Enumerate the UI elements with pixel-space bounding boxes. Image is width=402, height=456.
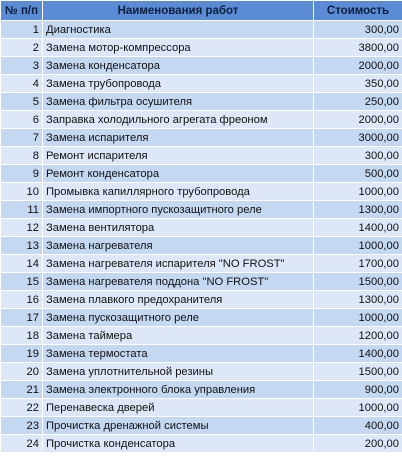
- table-body: [1, 21, 402, 453]
- row-number: 10: [1, 183, 43, 201]
- table-row: [1, 129, 402, 147]
- row-price: 400,00: [314, 417, 402, 435]
- row-price: 300,00: [314, 147, 402, 165]
- row-service-name: Ремонт конденсатора: [43, 165, 314, 183]
- row-price: 1000,00: [314, 309, 402, 327]
- row-number: 5: [1, 93, 43, 111]
- row-number: 22: [1, 399, 43, 417]
- row-number: 6: [1, 111, 43, 129]
- table-row: [1, 111, 402, 129]
- row-number: 19: [1, 345, 43, 363]
- row-number: 8: [1, 147, 43, 165]
- row-price: 900,00: [314, 381, 402, 399]
- header-price: Стоимость: [314, 1, 402, 21]
- row-service-name: Промывка капиллярного трубопровода: [43, 183, 314, 201]
- table-row: [1, 93, 402, 111]
- table-row: [1, 201, 402, 219]
- row-number: 16: [1, 291, 43, 309]
- row-service-name: Диагностика: [43, 21, 314, 39]
- row-service-name: Замена мотор-компрессора: [43, 39, 314, 57]
- row-price: 2000,00: [314, 57, 402, 75]
- row-number: 4: [1, 75, 43, 93]
- table-row: [1, 39, 402, 57]
- row-service-name: Замена испарителя: [43, 129, 314, 147]
- table-row: [1, 255, 402, 273]
- table-row: [1, 309, 402, 327]
- table-row: [1, 57, 402, 75]
- row-service-name: Прочистка конденсатора: [43, 435, 314, 453]
- row-service-name: Замена уплотнительной резины: [43, 363, 314, 381]
- row-number: 11: [1, 201, 43, 219]
- row-service-name: Замена пускозащитного реле: [43, 309, 314, 327]
- row-number: 12: [1, 219, 43, 237]
- row-price: 1000,00: [314, 183, 402, 201]
- table-row: [1, 327, 402, 345]
- row-number: 17: [1, 309, 43, 327]
- table-row: [1, 435, 402, 453]
- row-number: 14: [1, 255, 43, 273]
- row-price: 1000,00: [314, 399, 402, 417]
- row-price: 3800,00: [314, 39, 402, 57]
- row-price: 1400,00: [314, 219, 402, 237]
- row-number: 7: [1, 129, 43, 147]
- row-price: 1400,00: [314, 345, 402, 363]
- row-price: 1700,00: [314, 255, 402, 273]
- row-service-name: Замена нагревателя испарителя "NO FROST": [43, 255, 314, 273]
- row-price: 1200,00: [314, 327, 402, 345]
- row-service-name: Замена электронного блока управления: [43, 381, 314, 399]
- row-price: 300,00: [314, 21, 402, 39]
- table-row: [1, 363, 402, 381]
- table-row: [1, 381, 402, 399]
- table-row: [1, 237, 402, 255]
- row-service-name: Замена плавкого предохранителя: [43, 291, 314, 309]
- header-number: № п/п: [1, 1, 43, 21]
- row-service-name: Перенавеска дверей: [43, 399, 314, 417]
- row-service-name: Замена термостата: [43, 345, 314, 363]
- row-price: 500,00: [314, 165, 402, 183]
- table-row: [1, 417, 402, 435]
- row-number: 24: [1, 435, 43, 453]
- row-service-name: Замена трубопровода: [43, 75, 314, 93]
- row-price: 1500,00: [314, 273, 402, 291]
- row-service-name: Замена импортного пускозащитного реле: [43, 201, 314, 219]
- row-price: 250,00: [314, 93, 402, 111]
- row-service-name: Замена фильтра осушителя: [43, 93, 314, 111]
- table-row: [1, 21, 402, 39]
- row-number: 20: [1, 363, 43, 381]
- row-service-name: Замена нагревателя: [43, 237, 314, 255]
- row-price: 1300,00: [314, 291, 402, 309]
- table-row: [1, 165, 402, 183]
- row-service-name: Замена нагревателя поддона "NO FROST": [43, 273, 314, 291]
- row-price: 2000,00: [314, 111, 402, 129]
- row-service-name: Замена вентилятора: [43, 219, 314, 237]
- row-service-name: Заправка холодильного агрегата фреоном: [43, 111, 314, 129]
- row-service-name: Замена таймера: [43, 327, 314, 345]
- table-row: [1, 147, 402, 165]
- row-price: 1500,00: [314, 363, 402, 381]
- table-row: [1, 75, 402, 93]
- row-number: 2: [1, 39, 43, 57]
- row-number: 9: [1, 165, 43, 183]
- row-price: 1300,00: [314, 201, 402, 219]
- row-number: 21: [1, 381, 43, 399]
- table-header: [1, 1, 402, 21]
- row-number: 1: [1, 21, 43, 39]
- row-price: 350,00: [314, 75, 402, 93]
- row-number: 3: [1, 57, 43, 75]
- row-service-name: Ремонт испарителя: [43, 147, 314, 165]
- header-service-name: Наименования работ: [43, 1, 314, 21]
- table-row: [1, 345, 402, 363]
- table-row: [1, 219, 402, 237]
- table-row: [1, 183, 402, 201]
- row-price: 200,00: [314, 435, 402, 453]
- row-number: 23: [1, 417, 43, 435]
- row-number: 18: [1, 327, 43, 345]
- table-row: [1, 291, 402, 309]
- row-price: 1000,00: [314, 237, 402, 255]
- row-service-name: Замена конденсатора: [43, 57, 314, 75]
- header-row: [1, 1, 402, 21]
- row-service-name: Прочистка дренажной системы: [43, 417, 314, 435]
- row-number: 15: [1, 273, 43, 291]
- table-row: [1, 273, 402, 291]
- table-row: [1, 399, 402, 417]
- row-price: 3000,00: [314, 129, 402, 147]
- row-number: 13: [1, 237, 43, 255]
